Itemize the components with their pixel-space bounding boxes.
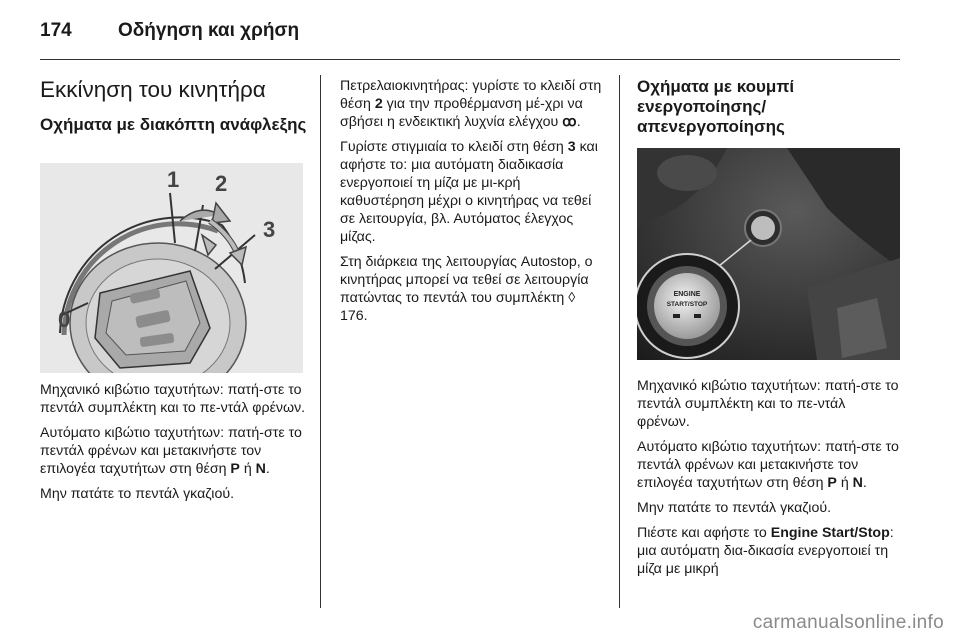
section-title: Εκκίνηση του κινητήρα bbox=[40, 77, 266, 102]
left-para-manual: Μηχανικό κιβώτιο ταχυτήτων: πατή-στε το πεντάλ συμπλέκτη και το πε-ντάλ φρένων. bbox=[40, 382, 306, 416]
position-label-2: 2 bbox=[215, 171, 228, 196]
page-reference[interactable]: 176 bbox=[340, 308, 364, 324]
header-rule bbox=[40, 59, 900, 60]
position-label-1: 1 bbox=[167, 167, 180, 192]
left-column bbox=[40, 115, 310, 135]
engine-start-stop-term: Engine Start/Stop bbox=[770, 525, 890, 541]
mid-para-turn-key: Γυρίστε στιγμιαία το κλειδί στη θέση 3 και αφήστε το: μια αυτόματη διαδικασία ενεργοποιεί τη μίζα με μι-κρή καθυστέρηση μέχρι ο κινητήρας να τεθεί σε λειτουργία, βλ. Αυτόματος έλεγχος μίζας. bbox=[340, 139, 598, 245]
left-subtitle: Οχήματα με διακόπτη ανάφλεξης bbox=[40, 115, 307, 134]
position-label-0: 0 bbox=[58, 307, 71, 332]
left-para-accelerator: Μην πατάτε το πεντάλ γκαζιού. bbox=[40, 486, 235, 502]
right-subtitle: Οχήματα με κουμπί ενεργοποίησης/απενεργοποίησης bbox=[637, 77, 795, 136]
middle-column bbox=[340, 77, 605, 332]
left-para-automatic: Αυτόματο κιβώτιο ταχυτήτων: πατή-στε το πεντάλ φρένων και μετακινήστε τον επιλογέα ταχυτήτων στη θέση P ή N. bbox=[40, 425, 302, 477]
left-text bbox=[40, 381, 310, 510]
column-divider bbox=[320, 75, 321, 608]
preheat-indicator-icon: ꝏ bbox=[562, 114, 577, 130]
engine-label: ENGINE bbox=[673, 291, 701, 298]
page-reference-icon: ◊ bbox=[568, 290, 576, 306]
right-text bbox=[637, 377, 902, 585]
right-para-press-button: Πιέστε και αφήστε το Engine Start/Stop: μια αυτόματη δια-δικασία ενεργοποιεί τη μίζα με μικρή bbox=[637, 525, 894, 577]
page-number: 174 bbox=[40, 20, 72, 41]
start-stop-label: START/STOP bbox=[666, 301, 708, 308]
column-divider bbox=[619, 75, 620, 608]
right-para-accelerator: Μην πατάτε το πεντάλ γκαζιού. bbox=[637, 500, 832, 516]
right-para-automatic: Αυτόματο κιβώτιο ταχυτήτων: πατή-στε το πεντάλ φρένων και μετακινήστε τον επιλογέα ταχυτήτων στη θέση P ή N. bbox=[637, 439, 899, 491]
watermark: carmanualsonline.info bbox=[752, 612, 944, 633]
page-header bbox=[40, 20, 299, 42]
start-stop-button-photo bbox=[637, 148, 900, 360]
mid-para-diesel: Πετρελαιοκινητήρας: γυρίστε το κλειδί στη θέση 2 για την προθέρμανση μέ-χρι να σβήσει η ενδεικτική λυχνία ελέγχου ꝏ. bbox=[340, 78, 602, 130]
right-para-manual: Μηχανικό κιβώτιο ταχυτήτων: πατή-στε το πεντάλ συμπλέκτη και το πε-ντάλ φρένων. bbox=[637, 378, 899, 430]
right-column bbox=[637, 77, 902, 137]
ignition-switch-illustration bbox=[40, 163, 303, 373]
mid-para-autostop: Στη διάρκεια της λειτουργίας Autostop, ο κινητήρας μπορεί να τεθεί σε λειτουργία πατώντας το πεντάλ του συμπλέκτη ◊ 176. bbox=[340, 254, 593, 324]
running-title: Οδήγηση και χρήση bbox=[118, 20, 300, 41]
position-label-3: 3 bbox=[263, 217, 276, 242]
